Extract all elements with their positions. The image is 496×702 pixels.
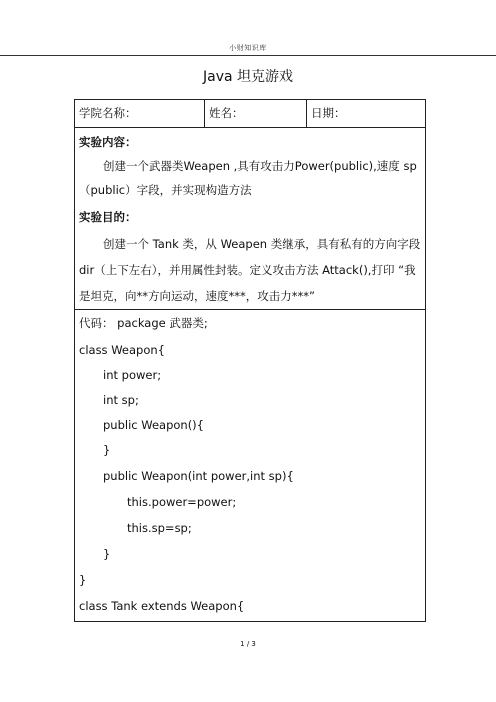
code-line: } [79,573,87,587]
code-line: 代码： package 武器类; [79,316,208,330]
code-line: } [103,547,111,561]
code-line: public Weapon(){ [103,418,204,432]
experiment-purpose-text-line1: 创建一个 Tank 类，从 Weapen 类继承，具有私有的方向字段 [103,237,421,251]
header-site-name: 小财知识库 [229,44,267,52]
experiment-purpose-text-line2: dir（上下左右），并用属性封装。定义攻击方法 Attack(),打印 “我 [79,263,416,277]
code-section [75,310,425,621]
experiment-content-heading: 实验内容： [79,135,137,149]
experiment-purpose-text-line3: 是坦克，向**方向运动，速度***，攻击力***” [79,289,315,303]
header-divider [0,55,496,56]
document-title: Java 坦克游戏 [202,69,294,85]
name-cell: 姓名： [205,100,307,127]
experiment-content-text-line1: 创建一个武器类Weapen ,具有攻击力Power(public),速度 sp [103,159,417,173]
code-line: class Tank extends Weapon{ [79,599,245,613]
info-row [75,100,425,128]
code-line: int sp; [103,393,139,407]
date-cell: 日期： [311,106,346,120]
college-cell: 学院名称： [75,100,205,127]
experiment-purpose-heading: 实验目的： [79,210,137,224]
code-line: this.sp=sp; [127,521,192,535]
experiment-content-text-line2: （public）字段，并实现构造方法 [79,183,252,197]
lab-report-table [74,99,426,622]
code-line: int power; [103,368,162,382]
page-number: 1 / 3 [240,640,256,648]
content-section [75,128,425,310]
code-line: this.power=power; [127,495,237,509]
code-line: public Weapon(int power,int sp){ [103,469,294,483]
code-line: } [103,443,111,457]
code-line: class Weapon{ [79,343,165,357]
